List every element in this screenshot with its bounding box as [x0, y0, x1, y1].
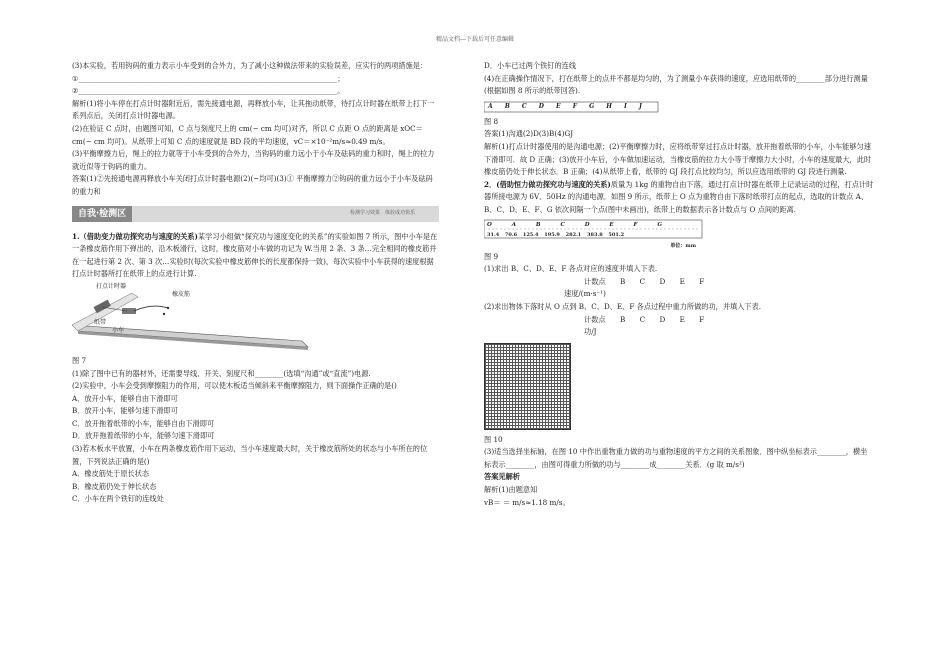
label-timer: 打点计时器	[96, 282, 127, 290]
q1-part-2: (2)实验中，小车会受到摩擦阻力的作用，可以使木板适当倾斜来平衡摩擦阻力，则下面操作正确的是()	[72, 381, 397, 391]
section-tag: 自我·检测区	[72, 206, 132, 222]
q3-intro: (3)本实验，若用钩码的重力表示小车受到的合外力，为了减小这种做法带来的实验误差，应实行的两项措施是：	[72, 61, 428, 70]
q1-part-4: (4)在正确操作情况下，打在纸带上的点并不都是均匀的，为了测量小车获得的速度，应选用纸带的________部分进行测量(根据如图 8 所示的纸带回答).	[484, 73, 868, 96]
question-2	[484, 179, 874, 217]
answer-blank-1: ①________________________________________________________________________；	[72, 73, 345, 83]
analysis-right: 解析(1)打点计时器使用的是沟通电源；(2)平衡摩擦力时，应将纸带穿过打点计时器，放开拖着纸带的小车，小车能够匀速下滑即可．故 D 正确；(3)放开小车后，小车做加速运动，当橡皮筋的拉力大小等于摩擦力大小时，小车的速度最大，此时橡皮筋仍处于伸长状态．B 正确；(4)从纸带上看，纸带的 GJ 段打点比较均匀，所以应选用纸带的 GJ 段进行测量.	[484, 141, 872, 177]
fig7-caption: 图 7	[72, 355, 87, 365]
page-header: 精品文档---下载后可任意编辑	[435, 36, 515, 43]
answer-1: 答案(1)沟通(2)D(3)B(4)GJ	[484, 129, 574, 139]
analysis-1: 解析(1)将小车停在打点计时器附近后，需先接通电源，再释放小车，让其拖动纸带，待打点计时器在纸带上打下一系列点后，关闭打点计时器电源。	[72, 98, 435, 121]
figure-7	[72, 283, 439, 355]
apparatus-diagram	[72, 283, 312, 355]
answer-text: 答案(1)②先接通电源再释放小车关闭打点计时器电源(2)(~均可)(3)① 平衡摩擦力②钩码的重力远小于小车及砝码的重力和	[72, 174, 433, 196]
graph-paper-figure-10	[484, 343, 571, 430]
answer-blank-2: ②________________________________________________________________________。	[72, 86, 345, 96]
table-1-header: 计数点 B C D E F	[584, 276, 705, 286]
option-b: B．放开小车，能够匀速下滑即可	[72, 406, 178, 416]
tape-9-values: 31.4 70.6 125.4 195.9 282.1 383.8 501.2	[487, 231, 625, 238]
label-rubber: 橡皮筋	[172, 290, 191, 298]
tape-figure-9	[484, 219, 704, 249]
answer-2: 答案见解析	[484, 472, 520, 482]
tape-figure-8	[484, 100, 659, 114]
option-c: C．放开拖着纸带的小车，能够自由下滑即可	[72, 418, 215, 428]
q1-title: 1.（借助变力做功探究功与速度的关系)	[72, 231, 198, 241]
fig9-caption: 图 9	[484, 251, 499, 261]
q2-part-3: (3)适当选择坐标轴，在图 10 中作出重物重力做的功与重物速度的平方之间的关系图象．图中纵坐标表示________，横坐标表示________，由图可得重力所做的功与________成________关系．(g 取 m/s²)	[484, 447, 868, 469]
velocity-b: vB＝ ＝ m/s≈1.18 m/s。	[484, 497, 570, 507]
analysis-3: (3)平衡摩擦力后，绳上的拉力就等于小车受到的合外力，当钩码的重力远小于小车及砝码的重力和时，绳上的拉力就近似等于钩码的重力。	[72, 149, 435, 171]
fig10-caption: 图 10	[484, 434, 503, 444]
q3-option-a: A．橡皮筋处于原长状态	[72, 469, 150, 479]
table-2-row: 功/J	[584, 327, 597, 337]
q2-part-2: (2)求出物体下落时从 O 点到 B、C、D、E、F 各点过程中重力所做的功，并填入下表.	[484, 301, 762, 311]
tape-8-letters: A B C D E F G H I J	[488, 102, 647, 110]
left-column	[72, 60, 439, 506]
analysis-2: (2)在验证 C 点时，由题图可知，C 点与刻度尺上的 cm(− cm 均可)对齐，所以 C 点距 O 点的距离是 xOC＝ cm(− cm 均可)。从纸带上可知 C 点的速度就是 BD 段的平均速度，vC＝×10⁻²m/s≈0.49 m/s。	[72, 123, 423, 146]
q2-title: 2．(借助恒力做功探究功与速度的关系)	[484, 179, 611, 189]
q2-text: 质量为 1kg 的重物自由下落，通过打点计时器在纸带上记录运动的过程，打点计时器所接电源为 6V、50Hz 的沟通电源．如图 9 所示，纸带上 O 点为重物自由下落时纸带打点的起点，选取的计数点 A、B、C、D、E、F、G 依次间隔一个点(图中未画出)，纸带上的数据表示各计数点与 O 点间的距离.	[484, 179, 874, 214]
tape-9-letters: O A B C D E F G	[487, 221, 663, 228]
q1-part-3: (3)若木板水平放置，小车在两条橡皮筋作用下运动，当小车速度最大时，关于橡皮筋所处的状态与小车所在的位置，下列说法正确的是()	[72, 444, 428, 466]
tape-9-unit: 单位：mm	[670, 242, 696, 249]
analysis-2-right: 解析(1)由题意知	[484, 485, 538, 495]
option-d: D．放开拖着纸带的小车，能够匀速下滑即可	[72, 431, 215, 441]
table-2-header: 计数点 B C D E F	[584, 314, 705, 324]
label-car: 小车	[112, 326, 125, 334]
q1-text: 某学习小组做“探究功与速度变化的关系”的实验如图 7 所示，图中小车是在一条橡皮筋作用下弹出的，沿木板滑行，这时，橡皮筋对小车做的功记为 W.当用 2 条、3 条…完全相同的橡皮筋并在一起进行第 2 次、第 3 次…实验时(每次实验中橡皮筋伸长的长度都保持一致)，每次实验中小车获得的速度根据打点计时器所打在纸带上的点进行计算.	[72, 231, 438, 279]
label-tape: 纸带	[94, 318, 107, 326]
q1-part-1: (1)除了图中已有的器材外，还需要导线、开关、刻度尺和________(选填“沟通”或“直流”)电源.	[72, 368, 371, 378]
q3-option-b: B．橡皮筋仍处于伸长状态	[72, 481, 157, 491]
table-1-row: 速度/(m·s⁻¹)	[564, 289, 606, 299]
question-1	[72, 231, 439, 281]
right-column	[484, 60, 874, 509]
option-a: A．放开小车，能够自由下滑即可	[72, 393, 178, 403]
fig8-caption: 图 8	[484, 116, 499, 126]
section-banner	[72, 206, 439, 222]
q3-option-d: D．小车已过两个铁钉的连线	[484, 61, 577, 70]
section-note: 检测学习效果 体验成功快乐	[132, 206, 439, 222]
q2-part-1: (1)求出 B、C、D、E、F 各点对应的速度并填入下表.	[484, 264, 658, 274]
q3-option-c: C．小车在两个铁钉的连线处	[72, 494, 164, 504]
